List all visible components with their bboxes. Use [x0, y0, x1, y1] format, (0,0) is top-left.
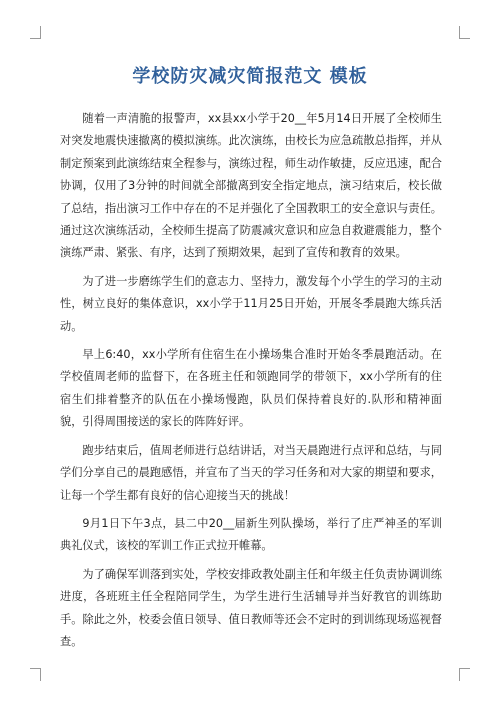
paragraph-4: 跑步结束后，值周老师进行总结讲话，对当天晨跑进行点评和总结，与同学们分享自己的晨跑感悟，并宣布了当天的学习任务和对大家的期望和要求，让每一个学生都有良好的信心迎接当天的挑战！	[60, 443, 442, 502]
paragraph-6: 为了确保军训落到实处，学校安排政教处副主任和年级主任负责协调训练进度，各班班主任全程陪同学生，为学生进行生活辅导并当好教官的训练助手。除此之外，校委会值日领导、值日教师等还会不定时的到训练现场巡视督查。	[60, 567, 442, 648]
crop-mark-bottom-left	[30, 668, 41, 681]
paragraph-3: 早上6:40，xx小学所有住宿生在小操场集合准时开始冬季晨跑活动。在学校值周老师的监督下，在各班主任和领跑同学的带领下，xx小学所有的住宿生们排着整齐的队伍在小操场慢跑，队员们保持着良好的.队形和精神面貌，引得周围接送的家长的阵阵好评。	[60, 348, 442, 429]
document-body	[60, 108, 442, 659]
paragraph-5: 9月1日下午3点，县二中20__届新生列队操场，举行了庄严神圣的军训典礼仪式，该校的军训工作正式拉开帷幕。	[60, 516, 442, 553]
crop-mark-top-right	[459, 26, 470, 39]
paragraph-2: 为了进一步磨练学生们的意志力、坚持力，激发每个小学生的学习的主动性，树立良好的集体意识，xx小学于11月25日开始，开展冬季晨跑大练兵活动。	[60, 274, 442, 333]
document-title: 学校防灾减灾简报范文 模板	[132, 66, 368, 87]
crop-mark-top-left	[30, 26, 41, 39]
crop-mark-bottom-right	[459, 668, 470, 681]
paragraph-1: 随着一声清脆的报警声，xx县xx小学于20__年5月14日开展了全校师生对突发地震快速撤离的模拟演练。此次演练，由校长为应急疏散总指挥，并从制定预案到此演练结束全程参与，演练过程，师生动作敏捷，反应迅速，配合协调，仅用了3分钟的时间就全部撤离到安全指定地点，演习结束后，校长做了总结，指出演习工作中存在的不足并强化了全国教职工的安全意识与责任。通过这次演练活动，全校师生提高了防震减灾意识和应急自救避震能力，整个演练严肃、紧张、有序，达到了预期效果，起到了宣传和教育的效果。	[60, 112, 442, 260]
